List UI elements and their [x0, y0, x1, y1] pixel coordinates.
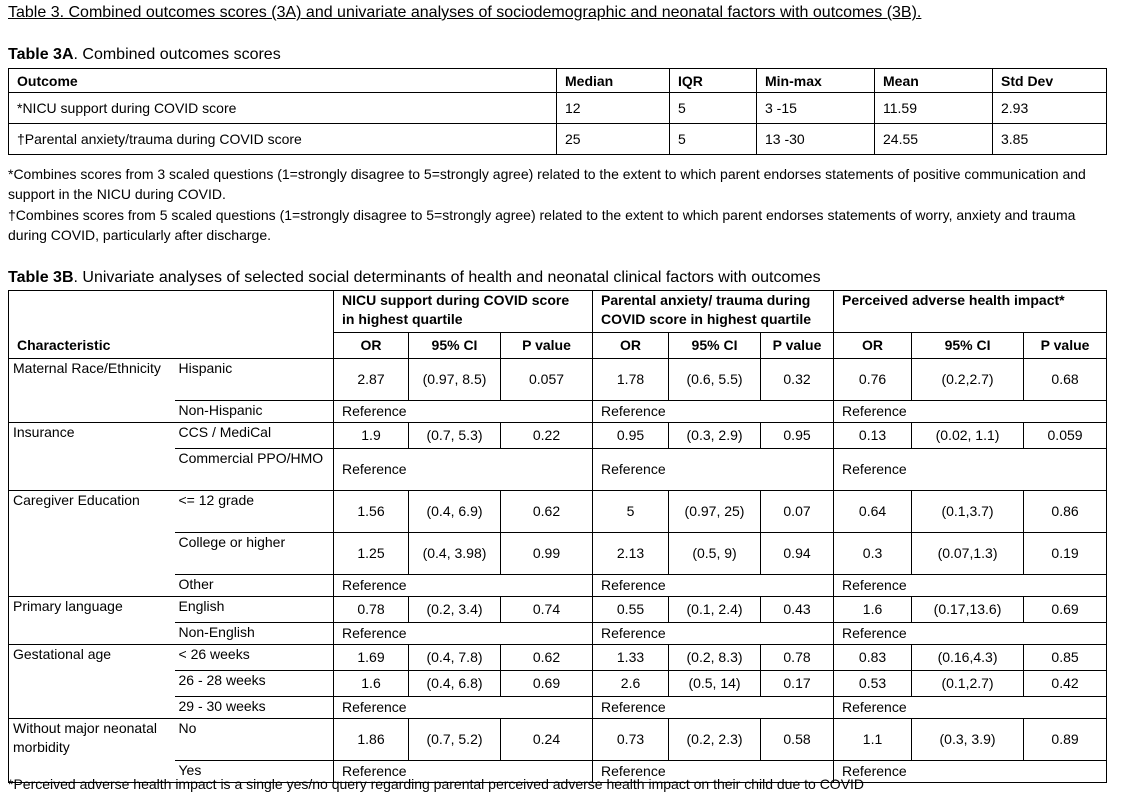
empty-cell: [1024, 575, 1107, 597]
document-title: Table 3. Combined outcomes scores (3A) and univariate analyses of sociodemographic and neonatal factors with outcomes (3B).: [8, 4, 922, 21]
or-cell: 0.83: [834, 645, 912, 671]
or-cell: 1.69: [334, 645, 409, 671]
ci-cell: (0.1,2.7): [912, 671, 1024, 697]
p-value-cell: 0.22: [501, 423, 593, 449]
table-3a-note-1: *Combines scores from 3 scaled questions (1=strongly disagree to 5=strongly agree) related to the extent to which parent endorses statements of positive communication and support in the NICU during COVID.: [8, 166, 1086, 202]
ci-cell: (0.3, 2.9): [669, 423, 761, 449]
characteristic-cell: [9, 533, 175, 575]
or-cell: 1.78: [593, 359, 669, 401]
characteristic-cell: [9, 449, 175, 491]
ci-cell: (0.16,4.3): [912, 645, 1024, 671]
empty-cell: [912, 623, 1024, 645]
ci-cell: (0.7, 5.3): [409, 423, 501, 449]
p-value-cell: 0.057: [501, 359, 593, 401]
level-cell: 29 - 30 weeks: [175, 697, 334, 719]
empty-cell: [669, 697, 761, 719]
level-cell: Non-Hispanic: [175, 401, 334, 423]
p-value-cell: 0.07: [761, 491, 834, 533]
characteristic-cell: Insurance: [9, 423, 175, 449]
empty-cell: [1024, 697, 1107, 719]
or-cell: 2.87: [334, 359, 409, 401]
header-std-dev: Std Dev: [993, 69, 1107, 93]
table-3a-title-rest: . Combined outcomes scores: [73, 46, 281, 63]
table-cell: 13 -30: [757, 124, 875, 155]
header-p-3: P value: [1024, 333, 1107, 359]
table-row: [9, 645, 1107, 671]
header-iqr: IQR: [670, 69, 757, 93]
table-cell: 2.93: [993, 93, 1107, 124]
ci-cell: (0.3, 3.9): [912, 719, 1024, 761]
empty-cell: [669, 449, 761, 491]
empty-cell: [761, 449, 834, 491]
level-cell: Commercial PPO/HMO: [175, 449, 334, 491]
table-cell: 5: [670, 93, 757, 124]
p-value-cell: 0.95: [761, 423, 834, 449]
or-cell: 1.6: [334, 671, 409, 697]
empty-cell: [501, 401, 593, 423]
table-3a-title: [8, 46, 281, 64]
header-outcome: Outcome: [9, 69, 557, 93]
ci-cell: (0.2, 3.4): [409, 597, 501, 623]
characteristic-cell: [9, 401, 175, 423]
reference-cell: Reference: [593, 761, 669, 783]
level-cell: No: [175, 719, 334, 761]
reference-cell: Reference: [334, 449, 409, 491]
p-value-cell: 0.58: [761, 719, 834, 761]
group-header-blank-1: [9, 291, 175, 333]
level-cell: <= 12 grade: [175, 491, 334, 533]
table-3b-title-bold: Table 3B: [8, 269, 74, 286]
p-value-cell: 0.99: [501, 533, 593, 575]
empty-cell: [912, 697, 1024, 719]
p-value-cell: 0.85: [1024, 645, 1107, 671]
table-row: [9, 124, 1107, 155]
ci-cell: (0.2, 2.3): [669, 719, 761, 761]
p-value-cell: 0.86: [1024, 491, 1107, 533]
table-3b-footnote: *Perceived adverse health impact is a single yes/no query regarding parental perceived adverse health impact on their child due to COVID: [8, 776, 865, 792]
characteristic-cell: [9, 623, 175, 645]
p-value-cell: 0.17: [761, 671, 834, 697]
empty-cell: [1024, 623, 1107, 645]
reference-cell: Reference: [834, 401, 912, 423]
or-cell: 0.95: [593, 423, 669, 449]
or-cell: 1.25: [334, 533, 409, 575]
ci-cell: (0.2, 8.3): [669, 645, 761, 671]
or-cell: 0.78: [334, 597, 409, 623]
table-row: [9, 623, 1107, 645]
ci-cell: (0.2,2.7): [912, 359, 1024, 401]
empty-cell: [501, 449, 593, 491]
empty-cell: [409, 697, 501, 719]
p-value-cell: 0.94: [761, 533, 834, 575]
table-cell: 5: [670, 124, 757, 155]
table-row: [9, 423, 1107, 449]
header-or-2: OR: [593, 333, 669, 359]
level-cell: Non-English: [175, 623, 334, 645]
table-row: [9, 491, 1107, 533]
ci-cell: (0.17,13.6): [912, 597, 1024, 623]
ci-cell: (0.02, 1.1): [912, 423, 1024, 449]
empty-cell: [669, 623, 761, 645]
reference-cell: Reference: [593, 697, 669, 719]
empty-cell: [1024, 401, 1107, 423]
table-3a-title-bold: Table 3A: [8, 46, 74, 63]
reference-cell: Reference: [834, 623, 912, 645]
or-cell: 1.33: [593, 645, 669, 671]
level-cell: Yes: [175, 761, 334, 783]
characteristic-cell: Gestational age: [9, 645, 175, 671]
p-value-cell: 0.43: [761, 597, 834, 623]
table-cell: *NICU support during COVID score: [9, 93, 557, 124]
empty-cell: [912, 761, 1024, 783]
level-cell: 26 - 28 weeks: [175, 671, 334, 697]
or-cell: 1.1: [834, 719, 912, 761]
reference-cell: Reference: [834, 449, 912, 491]
or-cell: 0.53: [834, 671, 912, 697]
header-or-1: OR: [334, 333, 409, 359]
reference-cell: Reference: [334, 401, 409, 423]
reference-cell: Reference: [593, 449, 669, 491]
level-cell: English: [175, 597, 334, 623]
empty-cell: [761, 623, 834, 645]
reference-cell: Reference: [834, 575, 912, 597]
table-row: [9, 533, 1107, 575]
p-value-cell: 0.32: [761, 359, 834, 401]
table-row: [9, 401, 1107, 423]
or-cell: 0.76: [834, 359, 912, 401]
or-cell: 0.64: [834, 491, 912, 533]
or-cell: 1.56: [334, 491, 409, 533]
or-cell: 0.3: [834, 533, 912, 575]
table-cell: 3 -15: [757, 93, 875, 124]
table-3a: [8, 68, 1107, 155]
ci-cell: (0.7, 5.2): [409, 719, 501, 761]
p-value-cell: 0.24: [501, 719, 593, 761]
characteristic-cell: [9, 575, 175, 597]
empty-cell: [501, 623, 593, 645]
characteristic-cell: [9, 697, 175, 719]
characteristic-cell: [9, 671, 175, 697]
or-cell: 0.73: [593, 719, 669, 761]
table-cell: 24.55: [875, 124, 993, 155]
empty-cell: [501, 697, 593, 719]
ci-cell: (0.1, 2.4): [669, 597, 761, 623]
reference-cell: Reference: [334, 697, 409, 719]
empty-cell: [761, 401, 834, 423]
p-value-cell: 0.89: [1024, 719, 1107, 761]
header-ci-1: 95% CI: [409, 333, 501, 359]
reference-cell: Reference: [334, 761, 409, 783]
empty-cell: [409, 623, 501, 645]
ci-cell: (0.4, 6.8): [409, 671, 501, 697]
table-3a-note-2: †Combines scores from 5 scaled questions (1=strongly disagree to 5=strongly agree) related to the extent to which parent endorses statements of worry, anxiety and trauma during COVID, particularly after discharge.: [8, 207, 1076, 243]
table-row: [9, 575, 1107, 597]
ci-cell: (0.4, 3.98): [409, 533, 501, 575]
table-cell: 12: [557, 93, 670, 124]
p-value-cell: 0.059: [1024, 423, 1107, 449]
header-level-blank: [175, 333, 334, 359]
p-value-cell: 0.69: [1024, 597, 1107, 623]
empty-cell: [912, 449, 1024, 491]
level-cell: Other: [175, 575, 334, 597]
table-3b-title-rest: . Univariate analyses of selected social determinants of health and neonatal clinical factors with outcomes: [73, 269, 821, 286]
ci-cell: (0.5, 9): [669, 533, 761, 575]
table-3a-header-row: [9, 69, 1107, 93]
or-cell: 0.13: [834, 423, 912, 449]
empty-cell: [669, 575, 761, 597]
header-median: Median: [557, 69, 670, 93]
empty-cell: [409, 449, 501, 491]
table-3b-group-header-row: [9, 291, 1107, 333]
table-cell: †Parental anxiety/trauma during COVID score: [9, 124, 557, 155]
ci-cell: (0.5, 14): [669, 671, 761, 697]
or-cell: 5: [593, 491, 669, 533]
group-header-parental-anxiety: Parental anxiety/ trauma during COVID score in highest quartile: [593, 291, 834, 333]
table-cell: 3.85: [993, 124, 1107, 155]
p-value-cell: 0.62: [501, 645, 593, 671]
reference-cell: Reference: [593, 575, 669, 597]
header-min-max: Min-max: [757, 69, 875, 93]
header-characteristic: Characteristic: [9, 333, 175, 359]
empty-cell: [409, 401, 501, 423]
table-row: [9, 449, 1107, 491]
header-ci-2: 95% CI: [669, 333, 761, 359]
reference-cell: Reference: [593, 623, 669, 645]
table-row: [9, 93, 1107, 124]
header-mean: Mean: [875, 69, 993, 93]
reference-cell: Reference: [334, 575, 409, 597]
table-cell: 11.59: [875, 93, 993, 124]
empty-cell: [761, 575, 834, 597]
empty-cell: [669, 401, 761, 423]
reference-cell: Reference: [834, 761, 912, 783]
group-header-adverse-health: Perceived adverse health impact*: [834, 291, 1107, 333]
or-cell: 1.6: [834, 597, 912, 623]
p-value-cell: 0.74: [501, 597, 593, 623]
p-value-cell: 0.68: [1024, 359, 1107, 401]
empty-cell: [761, 697, 834, 719]
table-row: [9, 671, 1107, 697]
level-cell: CCS / MediCal: [175, 423, 334, 449]
reference-cell: Reference: [593, 401, 669, 423]
table-cell: 25: [557, 124, 670, 155]
group-header-nicu-support: NICU support during COVID score in highest quartile: [334, 291, 593, 333]
table-row: [9, 697, 1107, 719]
p-value-cell: 0.62: [501, 491, 593, 533]
ci-cell: (0.07,1.3): [912, 533, 1024, 575]
p-value-cell: 0.19: [1024, 533, 1107, 575]
table-row: [9, 359, 1107, 401]
characteristic-cell: Maternal Race/Ethnicity: [9, 359, 175, 401]
p-value-cell: 0.78: [761, 645, 834, 671]
table-3b: [8, 290, 1107, 783]
reference-cell: Reference: [834, 697, 912, 719]
header-ci-3: 95% CI: [912, 333, 1024, 359]
p-value-cell: 0.69: [501, 671, 593, 697]
or-cell: 2.13: [593, 533, 669, 575]
empty-cell: [912, 575, 1024, 597]
empty-cell: [1024, 761, 1107, 783]
empty-cell: [1024, 449, 1107, 491]
p-value-cell: 0.42: [1024, 671, 1107, 697]
group-header-blank-2: [175, 291, 334, 333]
or-cell: 2.6: [593, 671, 669, 697]
characteristic-cell: Primary language: [9, 597, 175, 623]
empty-cell: [409, 575, 501, 597]
table-row: [9, 597, 1107, 623]
header-p-2: P value: [761, 333, 834, 359]
or-cell: 1.86: [334, 719, 409, 761]
level-cell: College or higher: [175, 533, 334, 575]
ci-cell: (0.6, 5.5): [669, 359, 761, 401]
ci-cell: (0.97, 8.5): [409, 359, 501, 401]
characteristic-cell: Caregiver Education: [9, 491, 175, 533]
level-cell: Hispanic: [175, 359, 334, 401]
table-row: [9, 719, 1107, 761]
ci-cell: (0.4, 6.9): [409, 491, 501, 533]
ci-cell: (0.1,3.7): [912, 491, 1024, 533]
table-3b-sub-header-row: [9, 333, 1107, 359]
header-p-1: P value: [501, 333, 593, 359]
characteristic-cell: Without major neonatal morbidity: [9, 719, 175, 761]
ci-cell: (0.4, 7.8): [409, 645, 501, 671]
ci-cell: (0.97, 25): [669, 491, 761, 533]
or-cell: 1.9: [334, 423, 409, 449]
empty-cell: [912, 401, 1024, 423]
empty-cell: [501, 575, 593, 597]
or-cell: 0.55: [593, 597, 669, 623]
reference-cell: Reference: [334, 623, 409, 645]
table-3b-title: [8, 269, 821, 287]
header-or-3: OR: [834, 333, 912, 359]
level-cell: < 26 weeks: [175, 645, 334, 671]
